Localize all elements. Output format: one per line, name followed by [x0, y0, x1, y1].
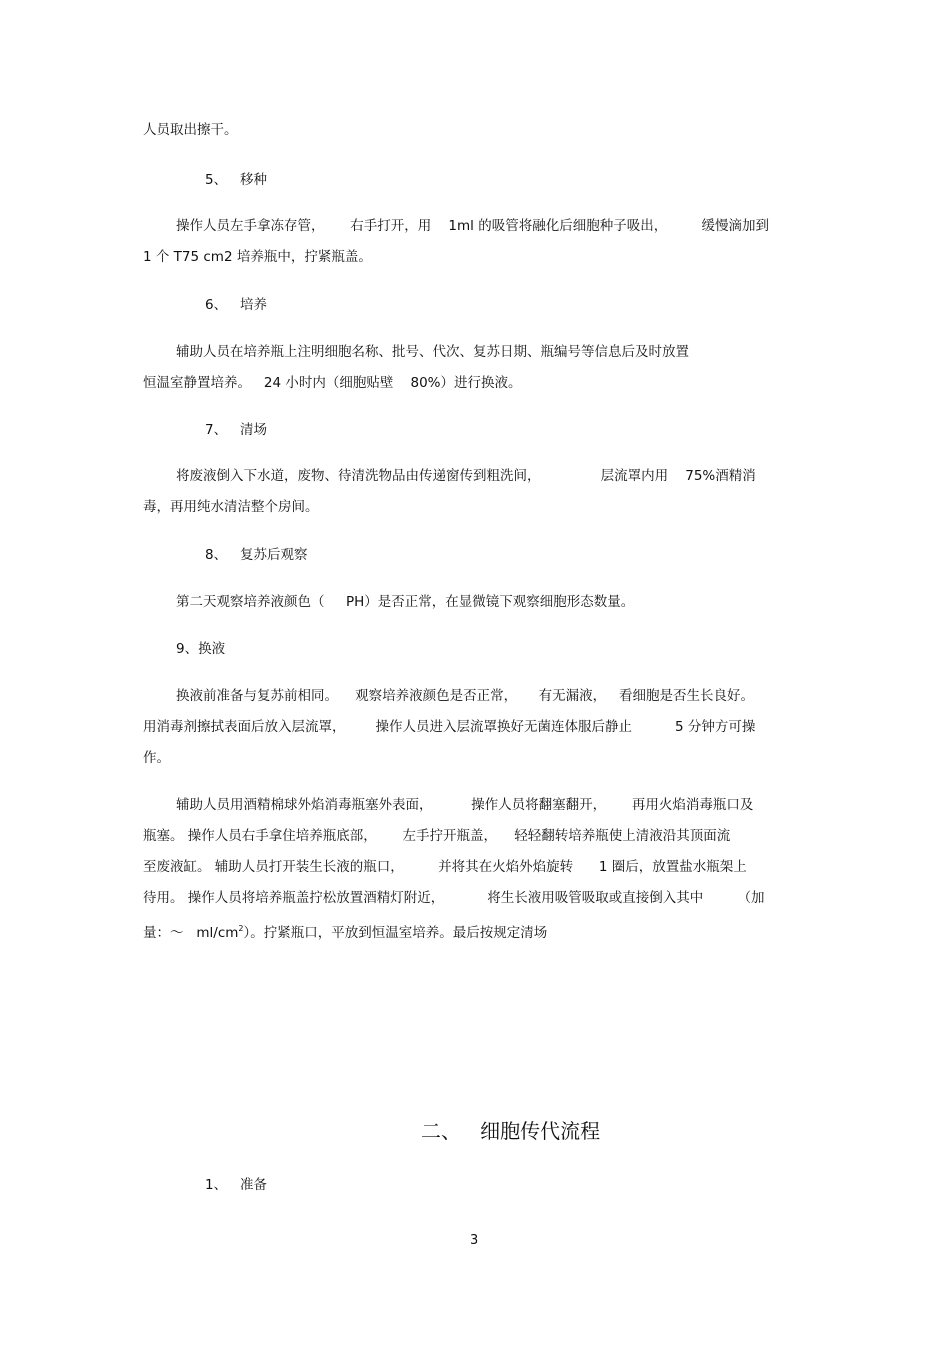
- text-line-with-superscript: [143, 920, 547, 942]
- text-line: 毒，再用纯水清洁整个房间。: [143, 499, 319, 515]
- section-heading-7: 7、 清场: [205, 422, 267, 438]
- section-heading-1: 1、 准备: [205, 1177, 267, 1193]
- text-line: 人员取出擦干。: [143, 122, 238, 138]
- text-line: 用消毒剂擦拭表面后放入层流罩， 操作人员进入层流罩换好无菌连体服后静止 5 分钟方可操: [143, 719, 756, 735]
- text-line: 辅助人员在培养瓶上注明细胞名称、批号、代次、复苏日期、瓶编号等信息后及时放置: [176, 344, 689, 360]
- chapter-heading: 二、 细胞传代流程: [421, 1119, 601, 1143]
- text-segment: 量：～ ml/cm: [143, 925, 239, 941]
- text-line: 至废液缸。 辅助人员打开装生长液的瓶口， 并将其在火焰外焰旋转 1 圈后，放置盐水瓶架上: [143, 859, 747, 875]
- text-line: 换液前准备与复苏前相同。 观察培养液颜色是否正常， 有无漏液， 看细胞是否生长良好。: [176, 688, 754, 704]
- text-line: 1 个 T75 cm2 培养瓶中，拧紧瓶盖。: [143, 249, 372, 265]
- text-segment: ）。拧紧瓶口，平放到恒温室培养。最后按规定清场: [243, 925, 548, 941]
- text-line: 作。: [143, 750, 170, 766]
- text-line: 待用。 操作人员将培养瓶盖拧松放置酒精灯附近， 将生长液用吸管吸取或直接倒入其中 （加: [143, 890, 765, 906]
- text-line: 恒温室静置培养。 24 小时内（细胞贴壁 80%）进行换液。: [143, 375, 522, 391]
- page-number: 3: [470, 1233, 479, 1248]
- section-heading-6: 6、 培养: [205, 297, 267, 313]
- text-line: 将废液倒入下水道，废物、待清洗物品由传递窗传到粗洗间， 层流罩内用 75%酒精消: [176, 468, 756, 484]
- section-heading-5: 5、 移种: [205, 172, 267, 188]
- text-line: 辅助人员用酒精棉球外焰消毒瓶塞外表面， 操作人员将翻塞翻开， 再用火焰消毒瓶口及: [176, 797, 754, 813]
- section-heading-9: 9、换液: [176, 641, 226, 657]
- section-heading-8: 8、 复苏后观察: [205, 547, 308, 563]
- text-line: 第二天观察培养液颜色（ PH）是否正常，在显微镜下观察细胞形态数量。: [176, 594, 635, 610]
- superscript: 2: [238, 924, 244, 933]
- text-line: 操作人员左手拿冻存管， 右手打开，用 1ml 的吸管将融化后细胞种子吸出， 缓慢滴加到: [176, 218, 770, 234]
- text-line: 瓶塞。 操作人员右手拿住培养瓶底部， 左手拧开瓶盖， 轻轻翻转培养瓶使上清液沿其顶面流: [143, 828, 731, 844]
